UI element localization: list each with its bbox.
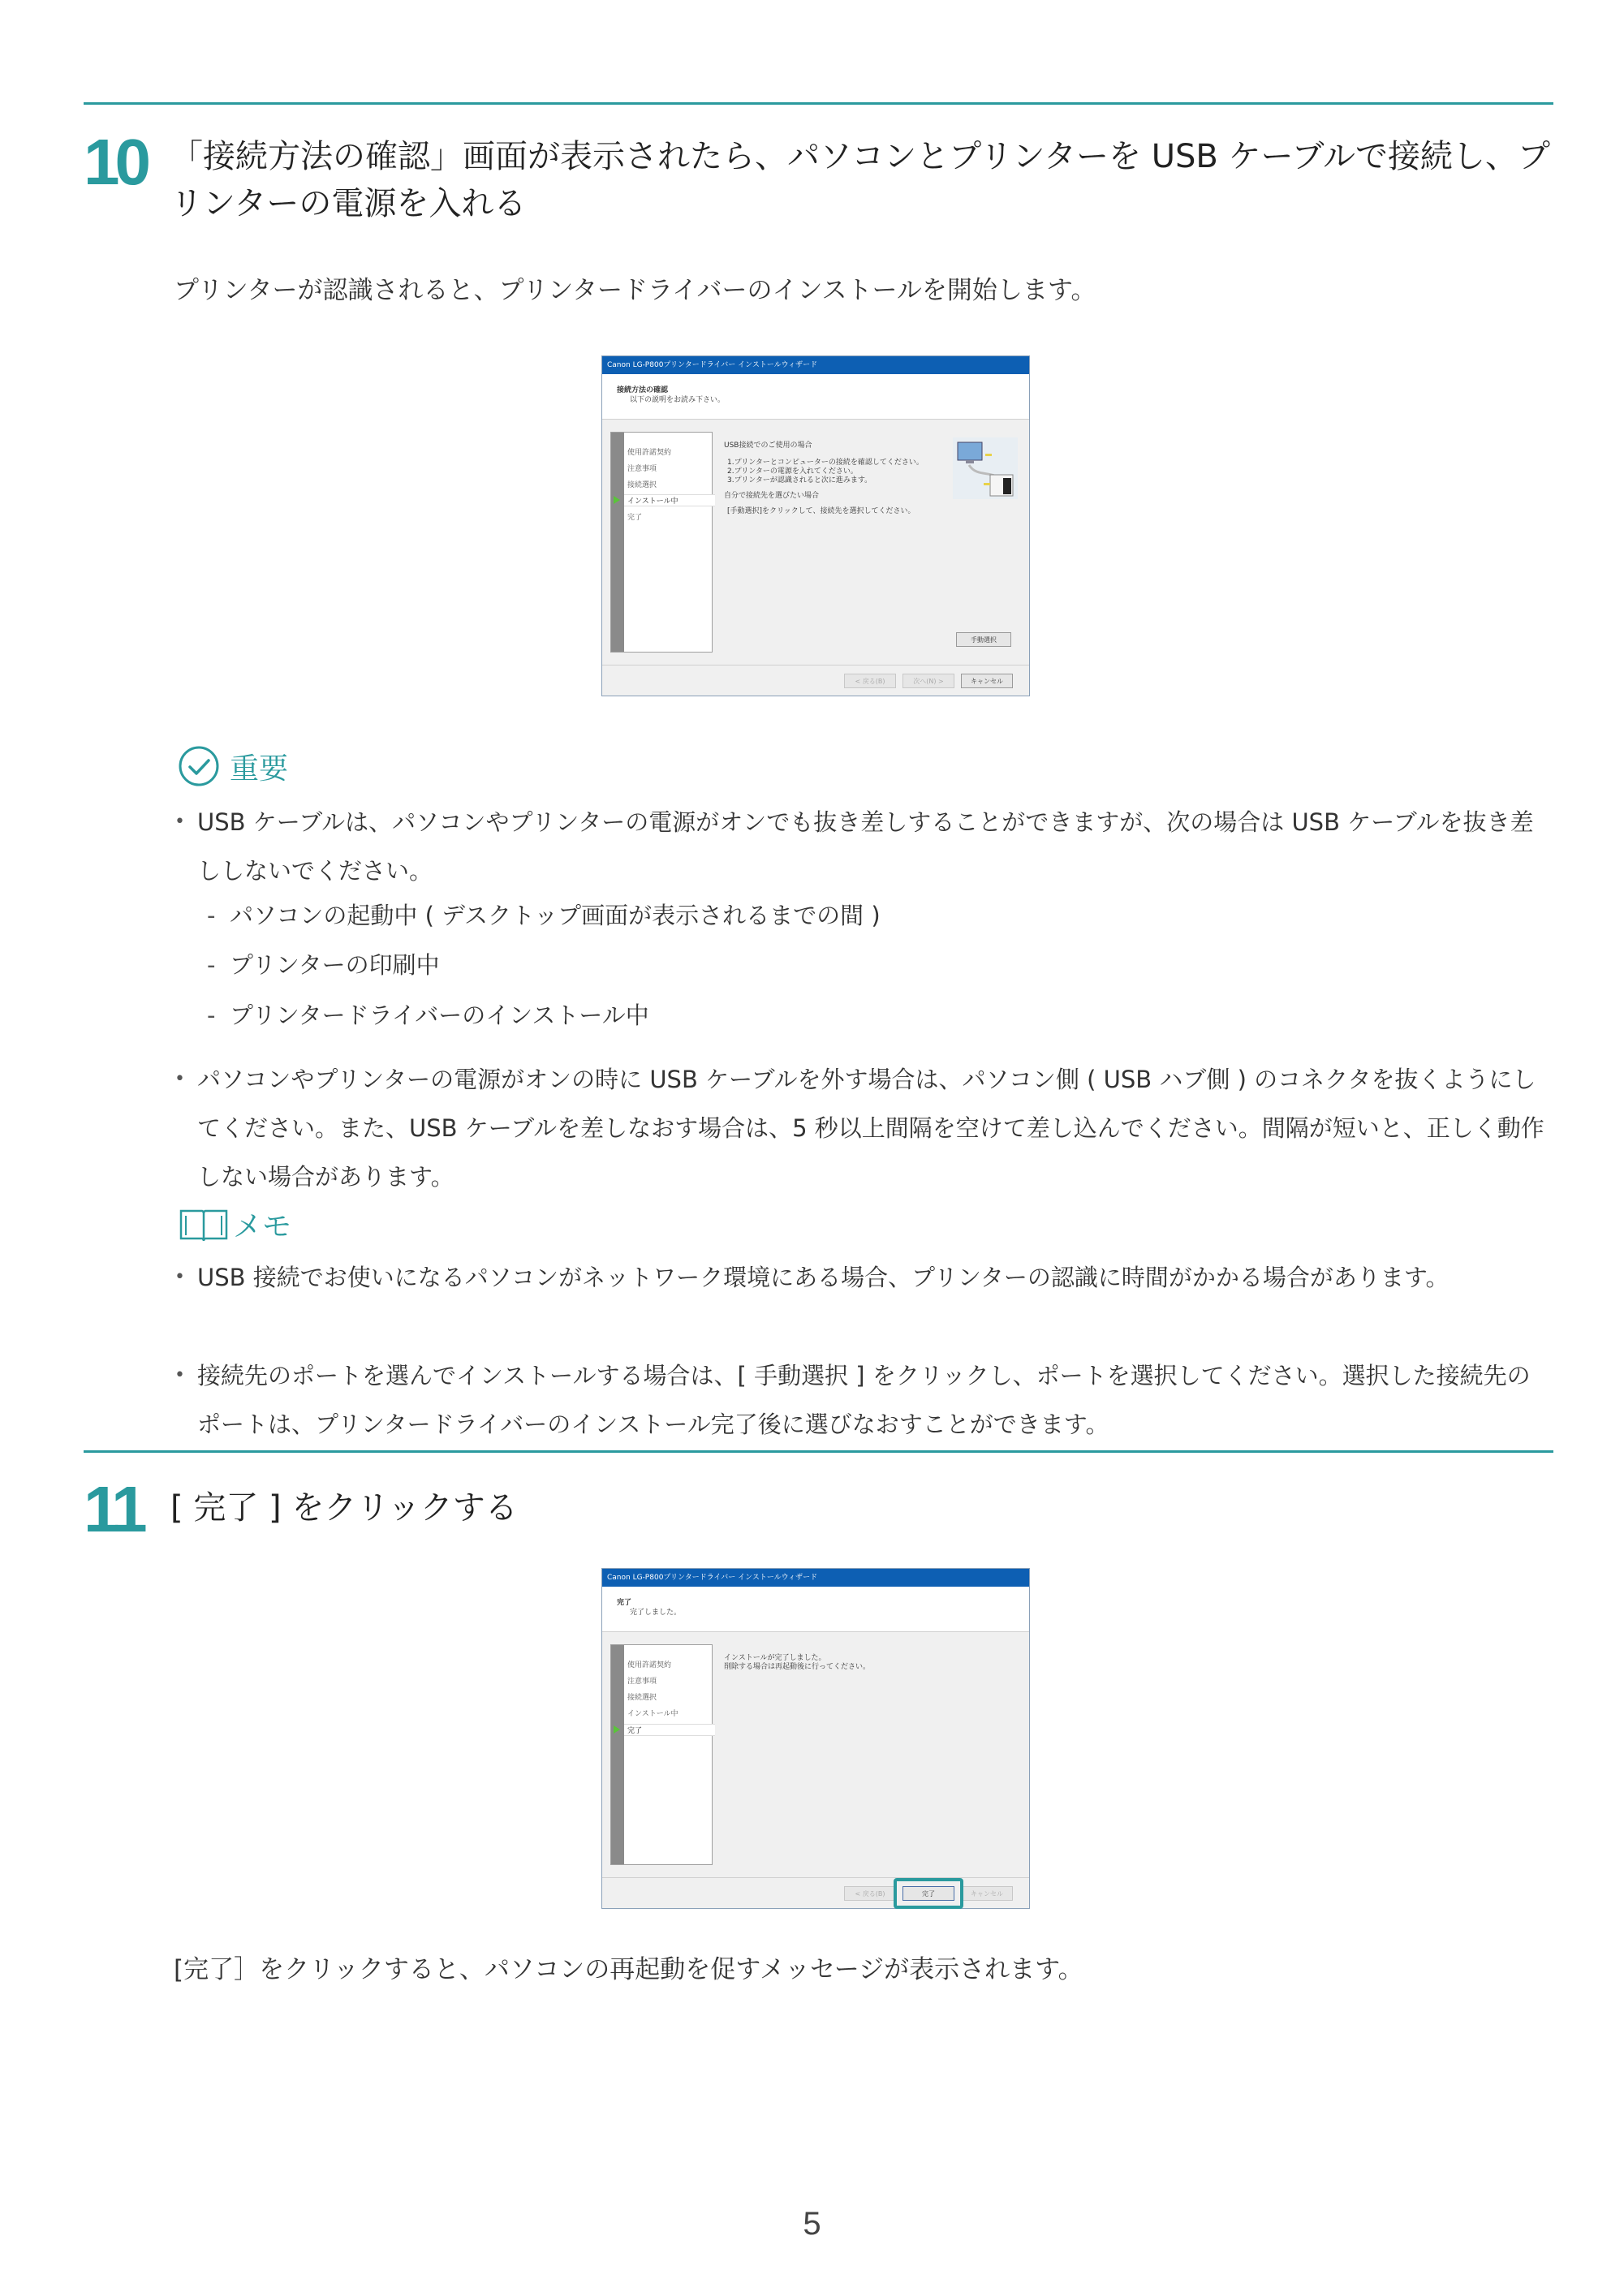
step-description: プリンターが認識されると、プリンタードライバーのインストールを開始します。 [174,276,1096,305]
memo-heading [178,1204,291,1245]
book-icon [178,1206,230,1243]
wizard-step-item: インストール中 [627,1710,678,1718]
content-line: 1.プリンターとコンピューターの接続を確認してください。 [727,459,924,467]
dialog-heading: 完了 [617,1599,632,1607]
content-line: USB接続でのご使用の場合 [724,442,812,450]
important-sub-item: - パソコンの起動中 ( デスクトップ画面が表示されるまでの間 ) [230,898,881,933]
content-line: 3.プリンターが認識されると次に進みます。 [727,476,872,485]
content-line: [手動選択]をクリックして、接続先を選択してください。 [727,507,915,515]
dialog-heading: 接続方法の確認 [617,386,669,394]
important-bullet: • USB ケーブルは、パソコンやプリンターの電源がオンでも抜き差しすることができますが、次の場合は USB ケーブルを抜き差ししないでください。 [197,798,1553,895]
memo-heading-label: メモ [233,1210,292,1243]
back-button[interactable]: < 戻る(B) [844,674,896,688]
wizard-steps-panel [610,432,713,653]
finish-button[interactable]: 完了 [902,1886,954,1901]
important-heading-label: 重要 [230,752,289,786]
dialog-content [724,1644,870,1672]
finish-button-highlight [894,1878,963,1909]
next-button[interactable]: 次へ(N) > [902,674,954,688]
important-bullet: • パソコンやプリンターの電源がオンの時に USB ケーブルを外す場合は、パソコン側 ( USB ハブ側 ) のコネクタを抜くようにしてください。また、USB ケーブルを差しなおす場合は、5 秒以上間隔を空けて差し込んでください。間隔が短いと、正しく動作しない場合があります。 [197,1055,1553,1201]
content-line: 2.プリンターの電源を入れてください。 [727,467,858,476]
back-button[interactable]: < 戻る(B) [844,1886,896,1901]
step-description: [完了］をクリックすると、パソコンの再起動を促すメッセージが表示されます。 [174,1955,1083,1984]
dialog-titlebar: Canon LG-P800プリンタードライバー インストールウィザード [602,356,1029,374]
section-divider [84,1450,1553,1453]
content-line: 自分で接続先を選びたい場合 [724,492,820,500]
wizard-step-item: 完了 [627,514,643,522]
content-line: 削除する場合は再起動後に行ってください。 [724,1663,871,1671]
dialog-content [724,432,924,516]
wizard-steps-panel [610,1644,713,1865]
pc-printer-illustration-icon [953,437,1018,499]
dialog-footer-divider [602,665,1029,666]
dialog-header [602,374,1029,420]
finish-dialog [601,1568,1030,1909]
cancel-button[interactable]: キャンセル [961,1886,1013,1901]
wizard-step-item: 注意事項 [627,465,657,473]
wizard-step-item-active: 完了 [624,1724,715,1736]
important-heading [178,745,288,787]
wizard-step-item: 使用許諾契約 [627,449,672,457]
dialog-header [602,1587,1029,1632]
step-title: 「接続方法の確認」画面が表示されたら、パソコンとプリンターを USB ケーブルで接続し、プリンターの電源を入れる [170,138,1550,222]
dialog-subheading: 以下の説明をお読み下さい。 [630,396,726,404]
content-line: インストールが完了しました。 [724,1654,826,1662]
dialog-footer-divider [602,1877,1029,1878]
connection-method-dialog [601,355,1030,696]
wizard-step-item: 使用許諾契約 [627,1661,672,1669]
step-number: 11 [84,1473,143,1545]
memo-bullet: • 接続先のポートを選んでインストールする場合は、[ 手動選択 ] をクリックし、ポートを選択してください。選択した接続先のポートは、プリンタードライバーのインストール完了後に選びなおすことができます。 [197,1351,1553,1449]
current-step-arrow-icon [614,496,620,504]
check-circle-icon [178,745,220,787]
wizard-step-item: 注意事項 [627,1678,657,1686]
step-title: [ 完了 ] をクリックする [170,1489,518,1527]
manual-select-button[interactable]: 手動選択 [956,632,1011,647]
section-divider-top [84,102,1553,105]
wizard-step-item: 接続選択 [627,1694,657,1702]
memo-bullet: • USB 接続でお使いになるパソコンがネットワーク環境にある場合、プリンターの認識に時間がかかる場合があります。 [197,1253,1553,1302]
sidebar-strip [611,433,624,652]
sidebar-strip [611,1645,624,1864]
step-number: 10 [84,126,146,198]
page-number: 5 [803,2206,821,2242]
important-sub-item: - プリンタードライバーのインストール中 [230,997,649,1033]
important-sub-item: - プリンターの印刷中 [230,947,440,983]
current-step-arrow-icon [614,1725,620,1734]
dialog-titlebar: Canon LG-P800プリンタードライバー インストールウィザード [602,1569,1029,1587]
wizard-step-item: 接続選択 [627,481,657,489]
dialog-subheading: 完了しました。 [630,1609,682,1617]
cancel-button[interactable]: キャンセル [961,674,1013,688]
wizard-step-item-active: インストール中 [624,494,715,506]
